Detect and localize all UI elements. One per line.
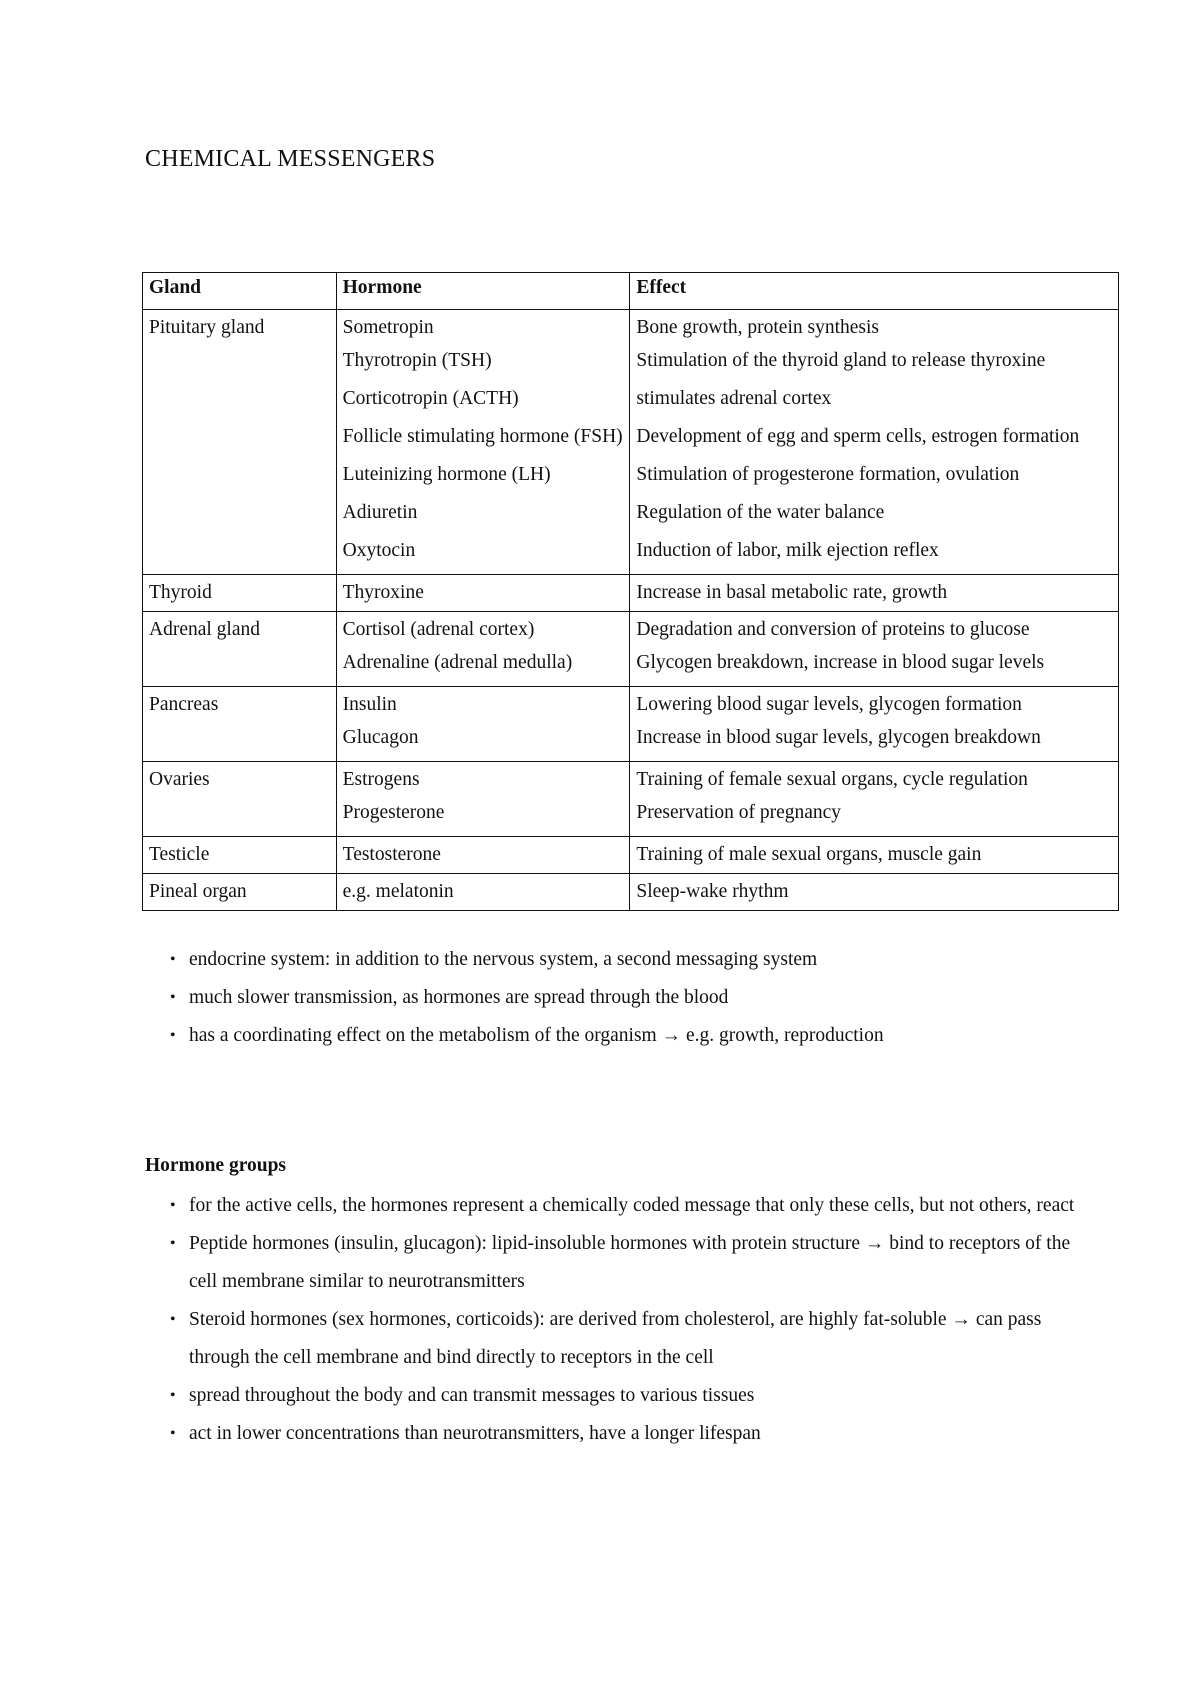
- table-row: [143, 687, 1119, 762]
- effect-text: Stimulation of progesterone formation, ovulation: [636, 464, 1020, 485]
- list-item: • for the active cells, the hormones represent a chemically coded message that only these cells, but not others, react: [170, 1187, 1080, 1225]
- hormone-name: Progesterone: [342, 802, 445, 823]
- hormone-name: Follicle stimulating hormone (FSH): [342, 426, 623, 447]
- hormone-cell: [336, 575, 630, 612]
- effect-text: Development of egg and sperm cells, estrogen formation: [636, 426, 1080, 447]
- effect-text: Preservation of pregnancy: [636, 802, 842, 823]
- list-item: • act in lower concentrations than neurotransmitters, have a longer lifespan: [170, 1415, 1080, 1453]
- table-row: [143, 837, 1119, 874]
- hormone-name: Estrogens: [342, 769, 420, 790]
- effect-cell: [630, 612, 1119, 687]
- effect-text: Degradation and conversion of proteins to glucose: [636, 619, 1030, 640]
- effect-cell: [630, 874, 1119, 911]
- effect-text: Stimulation of the thyroid gland to release thyroxine: [636, 350, 1046, 371]
- table-row: [143, 310, 1119, 575]
- gland-cell: [143, 837, 337, 874]
- hormone-groups-bullet-list: [170, 1187, 1080, 1453]
- gland-cell: [143, 762, 337, 837]
- list-item: • Peptide hormones (insulin, glucagon): lipid-insoluble hormones with protein structure → bind to receptors of the cell membrane similar to neurotransmitters: [170, 1225, 1080, 1301]
- gland-name: Adrenal gland: [149, 619, 261, 640]
- hormone-cell: [336, 874, 630, 911]
- effect-cell: [630, 310, 1119, 575]
- list-item: • Steroid hormones (sex hormones, corticoids): are derived from cholesterol, are highly fat-soluble → can pass through the cell membrane and bind directly to receptors in the cell: [170, 1301, 1080, 1377]
- effect-text: stimulates adrenal cortex: [636, 388, 832, 409]
- effect-cell: [630, 762, 1119, 837]
- list-item: • has a coordinating effect on the metabolism of the organism → e.g. growth, reproduction: [170, 1017, 1100, 1055]
- hormone-name: Thyroxine: [342, 582, 424, 603]
- hormone-cell: [336, 687, 630, 762]
- effect-cell: [630, 837, 1119, 874]
- hormone-name: Luteinizing hormone (LH): [342, 464, 551, 485]
- column-header-effect: Effect: [630, 273, 1119, 310]
- hormone-table: [142, 272, 1119, 911]
- effect-text: Training of male sexual organs, muscle gain: [636, 844, 982, 865]
- table-row: [143, 874, 1119, 911]
- endocrine-bullet-list: [170, 941, 1100, 1055]
- gland-name: Testicle: [149, 844, 210, 865]
- table-header-row: [143, 273, 1119, 310]
- column-header-hormone: Hormone: [336, 273, 630, 310]
- gland-cell: [143, 575, 337, 612]
- hormone-name: Insulin: [342, 694, 397, 715]
- effect-text: Lowering blood sugar levels, glycogen formation: [636, 694, 1022, 715]
- hormone-cell: [336, 612, 630, 687]
- hormone-cell: [336, 837, 630, 874]
- hormone-name: Corticotropin (ACTH): [342, 388, 519, 409]
- hormone-name: e.g. melatonin: [342, 881, 454, 902]
- gland-name: Pineal organ: [149, 881, 247, 902]
- hormone-name: Oxytocin: [342, 540, 416, 561]
- effect-text: Increase in basal metabolic rate, growth: [636, 582, 948, 603]
- effect-text: Bone growth, protein synthesis: [636, 317, 880, 338]
- list-item: • spread throughout the body and can transmit messages to various tissues: [170, 1377, 1080, 1415]
- effect-cell: [630, 687, 1119, 762]
- list-item: • much slower transmission, as hormones are spread through the blood: [170, 979, 1100, 1017]
- effect-text: Increase in blood sugar levels, glycogen breakdown: [636, 727, 1041, 748]
- page-title: CHEMICAL MESSENGERS: [145, 146, 436, 172]
- effect-text: Regulation of the water balance: [636, 502, 885, 523]
- hormone-name: Cortisol (adrenal cortex): [342, 619, 535, 640]
- gland-name: Thyroid: [149, 582, 212, 603]
- gland-cell: [143, 874, 337, 911]
- table-row: [143, 762, 1119, 837]
- hormone-cell: [336, 310, 630, 575]
- gland-name: Ovaries: [149, 769, 210, 790]
- section-heading-hormone-groups: Hormone groups: [145, 1155, 287, 1176]
- list-item: • endocrine system: in addition to the nervous system, a second messaging system: [170, 941, 1100, 979]
- gland-cell: [143, 612, 337, 687]
- effect-text: Sleep-wake rhythm: [636, 881, 789, 902]
- hormone-name: Sometropin: [342, 317, 434, 338]
- column-header-gland: Gland: [143, 273, 337, 310]
- gland-cell: [143, 687, 337, 762]
- table-row: [143, 575, 1119, 612]
- effect-text: Induction of labor, milk ejection reflex: [636, 540, 939, 561]
- effect-text: Training of female sexual organs, cycle regulation: [636, 769, 1028, 790]
- table-row: [143, 612, 1119, 687]
- hormone-name: Thyrotropin (TSH): [342, 350, 492, 371]
- hormone-cell: [336, 762, 630, 837]
- hormone-name: Adrenaline (adrenal medulla): [342, 652, 573, 673]
- hormone-name: Adiuretin: [342, 502, 418, 523]
- effect-cell: [630, 575, 1119, 612]
- gland-name: Pancreas: [149, 694, 219, 715]
- hormone-name: Testosterone: [342, 844, 441, 865]
- gland-name: Pituitary gland: [149, 317, 265, 338]
- gland-cell: [143, 310, 337, 575]
- effect-text: Glycogen breakdown, increase in blood sugar levels: [636, 652, 1045, 673]
- hormone-name: Glucagon: [342, 727, 419, 748]
